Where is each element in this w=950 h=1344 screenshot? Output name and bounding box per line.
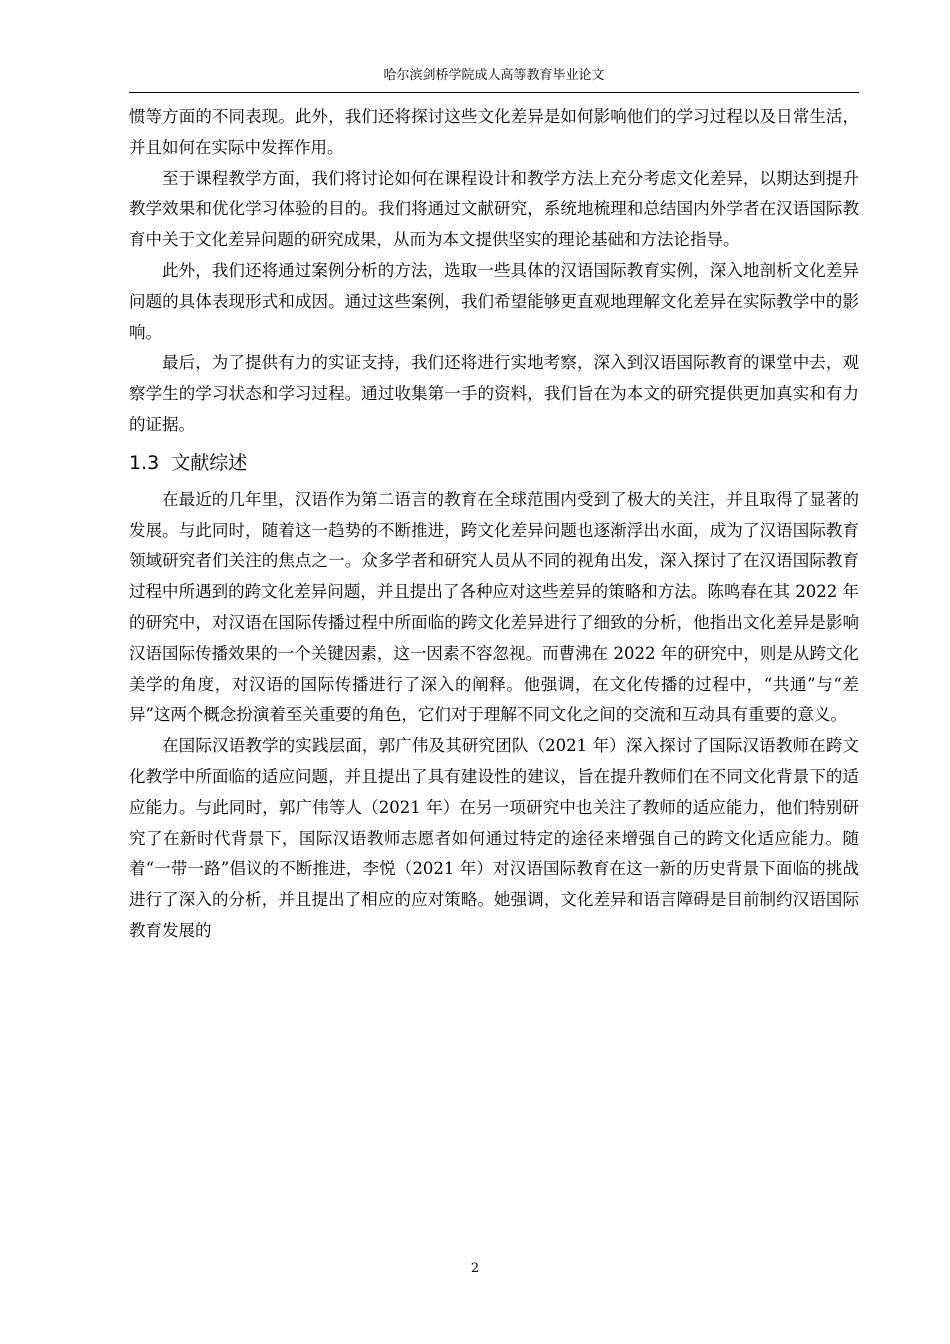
- section-number: 1.3: [129, 451, 160, 474]
- paragraph-continued: 惯等方面的不同表现。此外，我们还将探讨这些文化差异是如何影响他们的学习过程以及日常生活，并且如何在实际中发挥作用。: [129, 107, 859, 157]
- paragraph: 至于课程教学方面，我们将讨论如何在课程设计和教学方法上充分考虑文化差异，以期达到提升教学效果和优化学习体验的目的。我们将通过文献研究，系统地梳理和总结国内外学者在汉语国际教育中关于文化差异问题的研究成果，从而为本文提供坚实的理论基础和方法论指导。: [129, 168, 859, 250]
- paragraph: 在最近的几年里，汉语作为第二语言的教育在全球范围内受到了极大的关注，并且取得了显著的发展。与此同时，随着这一趋势的不断推进，跨文化差异问题也逐渐浮出水面，成为了汉语国际教育领域研究者们关注的焦点之一。众多学者和研究人员从不同的视角出发，深入探讨了在汉语国际教育过程中所遇到的跨文化差异问题，并且提出了各种应对这些差异的策略和方法。陈鸣春在其 2022 年的研究中，对汉语在国际传播过程中所面临的跨文化差异进行了细致的分析，他指出文化差异是影响汉语国际传播效果的一个关键因素，这一因素不容忽视。而曹沸在 2022 年的研究中，则是从跨文化美学的角度，对汉语的国际传播进行了深入的阐释。他强调，在文化传播的过程中，“共通”与“差异”这两个概念扮演着至关重要的角色，它们对于理解不同文化之间的交流和互动具有重要的意义。: [129, 489, 859, 725]
- section-heading: [129, 445, 859, 481]
- paragraph: 在国际汉语教学的实践层面，郭广伟及其研究团队（2021 年）深入探讨了国际汉语教师在跨文化教学中所面临的适应问题，并且提出了具有建设性的建议，旨在提升教师们在不同文化背景下的适应能力。与此同时，郭广伟等人（2021 年）在另一项研究中也关注了教师的适应能力，他们特别研究了在新时代背景下，国际汉语教师志愿者如何通过特定的途径来增强自己的跨文化适应能力。随着“一带一路”倡议的不断推进，李悦（2021 年）对汉语国际教育在这一新的历史背景下面临的挑战进行了深入的分析，并且提出了相应的应对策略。她强调，文化差异和语言障碍是目前制约汉语国际教育发展的: [129, 736, 859, 940]
- paragraph: 此外，我们还将通过案例分析的方法，选取一些具体的汉语国际教育实例，深入地剖析文化差异问题的具体表现形式和成因。通过这些案例，我们希望能够更直观地理解文化差异在实际教学中的影响。: [129, 260, 859, 342]
- page-body: [129, 102, 859, 947]
- running-header: 哈尔滨剑桥学院成人高等教育毕业论文: [129, 64, 859, 93]
- paragraph: 最后，为了提供有力的实证支持，我们还将进行实地考察，深入到汉语国际教育的课堂中去，观察学生的学习状态和学习过程。通过收集第一手的资料，我们旨在为本文的研究提供更加真实和有力的证据。: [129, 353, 859, 434]
- section-title: 文献综述: [171, 451, 248, 474]
- page-number: 2: [470, 1261, 480, 1276]
